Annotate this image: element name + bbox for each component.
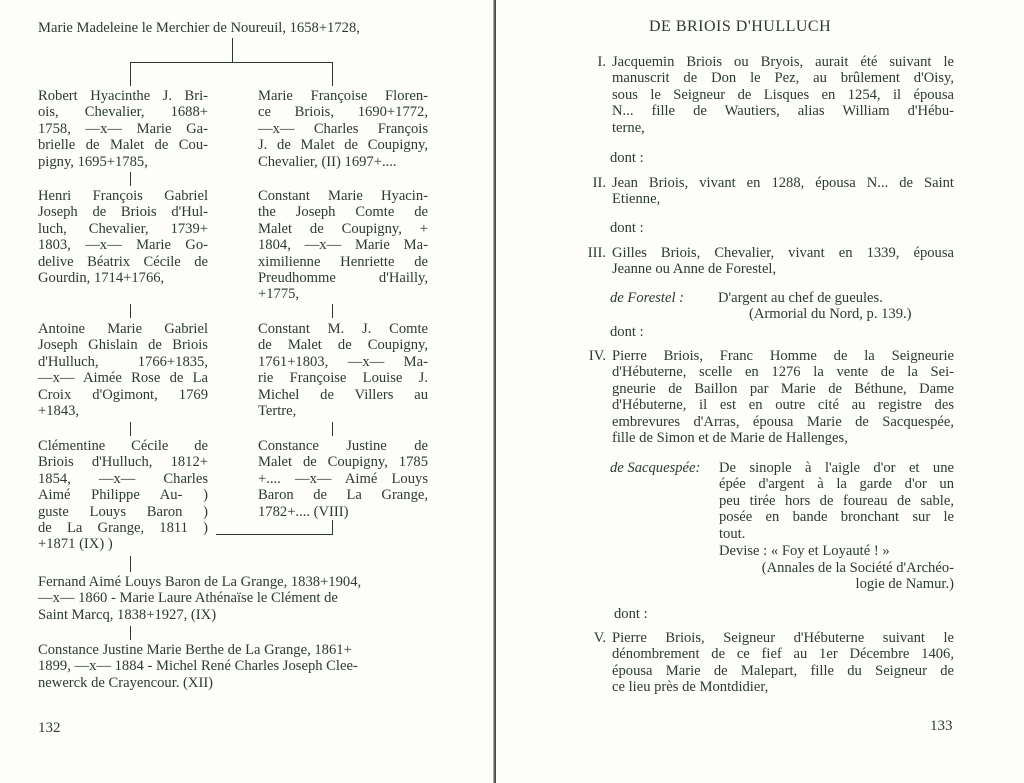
left-page xyxy=(0,0,494,783)
text-line: rie Françoise Louise J. xyxy=(258,370,428,387)
generation-entry xyxy=(612,245,954,278)
text-line: the Joseph Comte de xyxy=(258,204,428,221)
text-line: +1871 (IX) ) xyxy=(38,536,113,553)
text-line: Antoine Marie Gabriel xyxy=(38,321,208,337)
generation-entry xyxy=(612,175,954,208)
text-line: pigny, 1695+1785, xyxy=(38,153,148,170)
text-line: manuscrit de Don le Pez, au brûlement d'Oisy, xyxy=(612,70,954,87)
text-line: sous le Seigneur de Lisques en 1254, il épousa xyxy=(612,86,954,103)
text-line: fille de Simon et de Marie de Hallenges, xyxy=(612,430,848,447)
text-line: dénombrement de ce fief au 1er Décembre 1406, xyxy=(612,646,954,663)
text-line: épée d'argent à la garde d'or un xyxy=(719,476,954,493)
sacquespee-label: de Sacquespée: xyxy=(610,460,701,476)
text-line: terne, xyxy=(612,119,645,136)
constant-marie-entry xyxy=(258,188,428,303)
text-line: peu tirée hors de foureau de sable, xyxy=(719,492,954,509)
generation-number: IV. xyxy=(588,348,606,364)
generation-entry xyxy=(612,348,954,446)
text-line: Briois d'Hulluch, 1812+ xyxy=(38,454,208,471)
tree-line xyxy=(130,422,131,436)
tree-line xyxy=(130,556,131,572)
text-line: Etienne, xyxy=(612,191,661,208)
page-title: DE BRIOIS D'HULLUCH xyxy=(649,18,832,35)
text-line: Joseph de Briois d'Hul- xyxy=(38,204,208,221)
text-line: Preudhomme d'Hailly, xyxy=(258,270,428,287)
constance-justine-entry xyxy=(258,438,428,520)
annales-reference xyxy=(720,560,954,593)
constant-mj-entry xyxy=(258,321,428,419)
page-number-left: 132 xyxy=(38,720,61,736)
text-line: N... fille de Wautiers, alias William d'Hébu- xyxy=(612,103,954,120)
tree-line xyxy=(130,304,131,318)
tree-line xyxy=(332,304,333,318)
text-line: (Annales de la Société d'Archéo- xyxy=(761,560,954,576)
text-line: d'Hulluch, 1766+1835, xyxy=(38,353,208,370)
text-line: Michel de Villers au xyxy=(258,386,428,403)
tree-line xyxy=(332,62,333,86)
text-line: brielle de Malet de Cou- xyxy=(38,137,208,154)
marie-francoise-entry xyxy=(258,88,428,170)
text-line: J. de Malet de Coupigny, xyxy=(258,137,428,154)
text-line: Constant Marie Hyacin- xyxy=(258,188,428,204)
text-line: Marie Françoise Floren- xyxy=(258,88,428,104)
tree-line xyxy=(332,520,333,534)
text-line: 1758, —x— Marie Ga- xyxy=(38,120,208,137)
sacquespee-blazon xyxy=(719,460,954,542)
robert-hyacinthe-entry xyxy=(38,88,208,170)
text-line: Chevalier, (II) 1697+.... xyxy=(258,153,397,170)
tree-line xyxy=(130,62,332,63)
text-line: ce lieu près de Montdidier, xyxy=(612,679,769,696)
generation-number: I. xyxy=(597,54,606,70)
text-line: 1761+1803, —x— Ma- xyxy=(258,353,428,370)
text-line: 1782+.... (VIII) xyxy=(258,503,349,520)
text-line: épousa Marie de Malepart, fille du Seigneur de xyxy=(612,662,954,679)
text-line: Jean Briois, vivant en 1288, épousa N... de Saint xyxy=(612,175,954,191)
text-line: Croix d'Ogimont, 1769 xyxy=(38,386,208,403)
tree-line xyxy=(130,626,131,640)
text-line: Pierre Briois, Seigneur d'Hébuterne suivant le xyxy=(612,630,954,646)
text-line: 1803, —x— Marie Go- xyxy=(38,237,208,254)
text-line: —x— Aimée Rose de La xyxy=(38,370,208,387)
text-line: gneurie de Baillon par Marie de Béthune, Dame xyxy=(612,380,954,397)
text-line: De sinople à l'aigle d'or et une xyxy=(719,460,954,476)
generation-entry xyxy=(612,630,954,696)
text-line: d'Hébuterne, scelle en 1276 la vente de la Sei- xyxy=(612,364,954,381)
generation-number: III. xyxy=(587,245,606,261)
text-line: ximilienne Henriette de xyxy=(258,253,428,270)
text-line: +1775, xyxy=(258,286,300,303)
text-line: Clémentine Cécile de xyxy=(38,438,208,454)
text-line: guste Louys Baron ) xyxy=(38,503,208,520)
text-line: logie de Namur.) xyxy=(855,576,954,593)
text-line: posée en bande bronchant sur le xyxy=(719,509,954,526)
generation-number: II. xyxy=(592,175,606,191)
text-line: Tertre, xyxy=(258,403,297,420)
text-line: Aimé Philippe Au- ) xyxy=(38,487,208,504)
tree-line xyxy=(216,534,333,535)
text-line: —x— Charles François xyxy=(258,120,428,137)
text-line: +.... —x— Aimé Louys xyxy=(258,470,428,487)
fernand-aime-entry xyxy=(38,574,430,623)
tree-line xyxy=(232,38,233,62)
text-line: +1843, xyxy=(38,403,80,420)
text-line: ce Briois, 1690+1772, xyxy=(258,104,428,121)
text-line: Constance Justine Marie Berthe de La Grange, 1861+ xyxy=(38,642,352,658)
root-ancestor: Marie Madeleine le Merchier de Noureuil, 1658+1728, xyxy=(38,20,360,36)
text-line: Saint Marcq, 1838+1927, (IX) xyxy=(38,606,217,623)
dont-label: dont : xyxy=(610,324,644,340)
text-line: de Malet de Coupigny, xyxy=(258,337,428,354)
dont-label: dont : xyxy=(610,150,644,166)
page-number-right: 133 xyxy=(930,718,953,734)
text-line: Baron de La Grange, xyxy=(258,487,428,504)
generation-entry xyxy=(612,54,954,136)
text-line: 1899, —x— 1884 - Michel René Charles Joseph Clee- xyxy=(38,658,358,675)
tree-line xyxy=(130,172,131,186)
text-line: Fernand Aimé Louys Baron de La Grange, 1838+1904, xyxy=(38,574,362,590)
text-line: ois, Chevalier, 1688+ xyxy=(38,104,208,121)
devise: Devise : « Foy et Loyauté ! » xyxy=(719,543,890,559)
text-line: —x— 1860 - Marie Laure Athénaïse le Clément de xyxy=(38,590,338,607)
tree-line xyxy=(332,422,333,436)
text-line: Jacquemin Briois ou Bryois, aurait été suivant le xyxy=(612,54,954,70)
text-line: 1804, —x— Marie Ma- xyxy=(258,237,428,254)
text-line: Malet de Coupigny, 1785 xyxy=(258,454,428,471)
forestel-reference: (Armorial du Nord, p. 139.) xyxy=(749,306,912,322)
text-line: delive Béatrix Cécile de xyxy=(38,253,208,270)
dont-label: dont : xyxy=(610,220,644,236)
text-line: Constance Justine de xyxy=(258,438,428,454)
text-line: Malet de Coupigny, + xyxy=(258,220,428,237)
dont-label: dont : xyxy=(614,606,648,622)
text-line: Henri François Gabriel xyxy=(38,188,208,204)
text-line: Constant M. J. Comte xyxy=(258,321,428,337)
text-line: tout. xyxy=(719,525,746,542)
clementine-cecile-entry xyxy=(38,438,208,553)
tree-line xyxy=(130,62,131,86)
antoine-marie-entry xyxy=(38,321,208,419)
text-line: Gourdin, 1714+1766, xyxy=(38,270,165,287)
text-line: Robert Hyacinthe J. Bri- xyxy=(38,88,208,104)
forestel-blazon: D'argent au chef de gueules. xyxy=(718,290,883,306)
text-line: Gilles Briois, Chevalier, vivant en 1339, épousa xyxy=(612,245,954,261)
text-line: embrevures d'Arras, épousa Marie de Sacquespée, xyxy=(612,413,954,430)
text-line: 1854, —x— Charles xyxy=(38,470,208,487)
constance-berthe-entry xyxy=(38,642,430,691)
forestel-label: de Forestel : xyxy=(610,290,685,306)
text-line: newerck de Crayencour. (XII) xyxy=(38,674,214,691)
text-line: Pierre Briois, Franc Homme de la Seigneurie xyxy=(612,348,954,364)
text-line: de La Grange, 1811 ) xyxy=(38,520,208,537)
henri-francois-entry xyxy=(38,188,208,286)
text-line: luch, Chevalier, 1739+ xyxy=(38,220,208,237)
generation-number: V. xyxy=(593,630,606,646)
text-line: d'Hébuterne, il est en outre cité au registre des xyxy=(612,397,954,414)
text-line: Joseph Ghislain de Briois xyxy=(38,337,208,354)
right-page xyxy=(496,0,1024,783)
text-line: Jeanne ou Anne de Forestel, xyxy=(612,261,777,278)
